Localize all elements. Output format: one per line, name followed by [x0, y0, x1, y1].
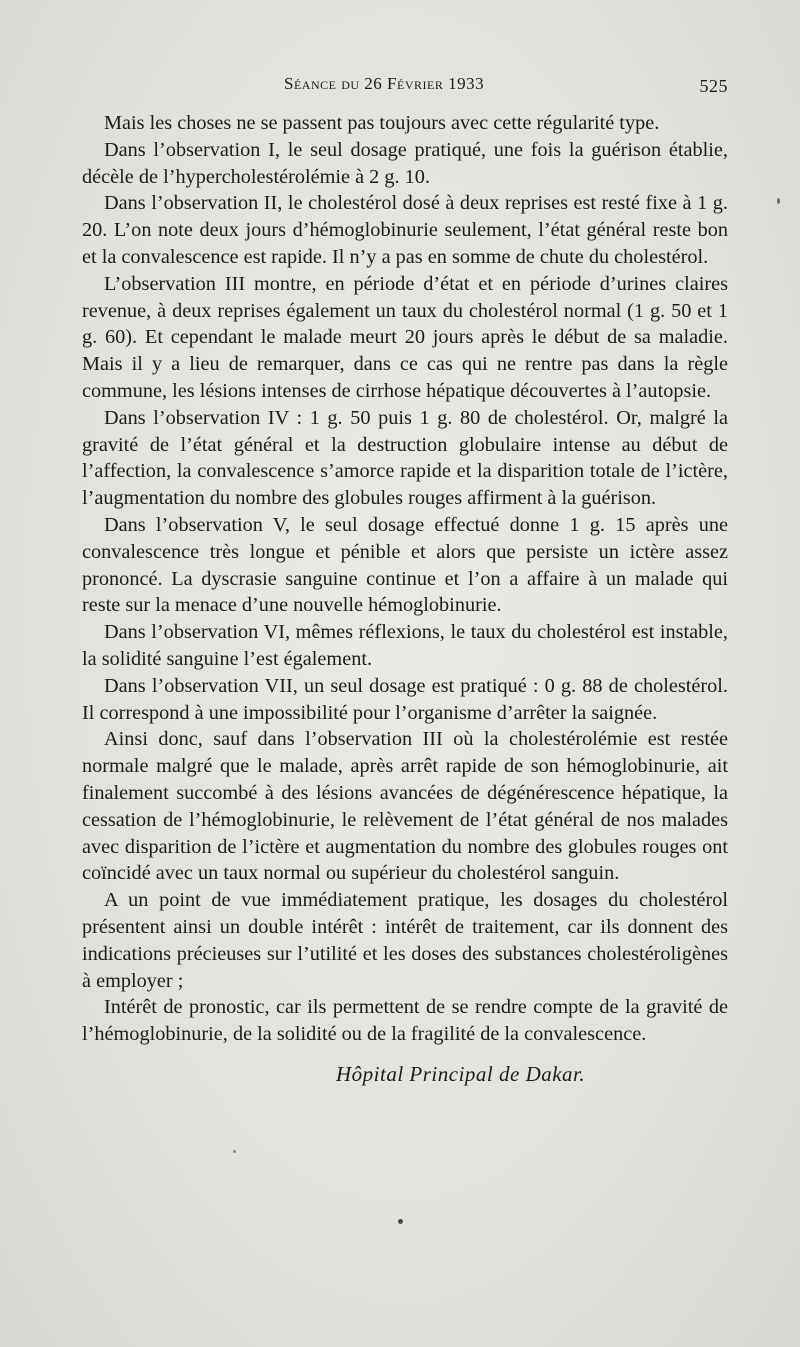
body-text: [82, 110, 728, 1048]
print-speck: [398, 1219, 403, 1224]
paragraph-11: Intérêt de pronostic, car ils permettent de se rendre compte de la gravité de l’hémoglobinurie, de la solidité ou de la fragilité de la convalescence.: [82, 996, 728, 1046]
paragraph-1: Mais les choses ne se passent pas toujours avec cette régularité type.: [104, 112, 660, 134]
page-number: 525: [699, 76, 728, 96]
print-speck: [233, 1150, 236, 1153]
paragraph-6: Dans l’observation V, le seul dosage effectué donne 1 g. 15 après une convalescence très longue et pénible et alors que persiste un ictère assez prononcé. La dyscrasie sanguine continue et l’on a affaire à un malade qui reste sur la menace d’une nouvelle hémoglobinurie.: [82, 513, 728, 617]
paragraph-7: Dans l’observation VI, mêmes réflexions, le taux du cholestérol est instable, la solidité sanguine l’est également.: [82, 621, 728, 670]
paragraph-3: Dans l’observation II, le cholestérol dosé à deux reprises est resté fixe à 1 g. 20. L’on note deux jours d’hémoglobinurie seulement, l’état général reste bon et la convalescence est rapide. Il n’y a pas en somme de chute du cholestérol.: [82, 192, 728, 268]
paragraph-10: A un point de vue immédiatement pratique, les dosages du cholestérol présentent ainsi un double intérêt : intérêt de traitement, car ils donnent des indications précieuses sur l’utilité et les doses des substances cholestéroligènes à employer ;: [82, 889, 728, 992]
paragraph-9: Ainsi donc, sauf dans l’observation III où la cholestérolémie est restée normale malgré que le malade, après arrêt rapide de son hémoglobinurie, ait finalement succombé à des lésions avancées de dégénérescence hépatique, la cessation de l’hémoglobinurie, le relèvement de l’état général de nos malades avec disparition de l’ictère et augmentation du nombre des globules rouges ont coïncidé avec un taux normal ou supérieur du cholestérol sanguin.: [82, 728, 728, 885]
paragraph-8: Dans l’observation VII, un seul dosage est pratiqué : 0 g. 88 de cholestérol. Il correspond à une impossibilité pour l’organisme d’arrêter la saignée.: [82, 674, 728, 724]
page-header: [86, 74, 732, 98]
running-title: Séance du 26 Février 1933: [284, 74, 485, 93]
paragraph-2: Dans l’observation I, le seul dosage pratiqué, une fois la guérison établie, décèle de l’hypercholestérolémie à 2 g. 10.: [82, 138, 728, 188]
print-speck: [777, 198, 780, 204]
paragraph-4: L’observation III montre, en période d’état et en période d’urines claires revenue, à deux reprises également un taux du cholestérol normal (1 g. 50 et 1 g. 60). Et cependant le malade meurt 20 jours après le début de sa maladie. Mais il y a lieu de remarquer, dans ce cas qui ne rentre pas dans la règle commune, les lésions intenses de cirrhose hépatique découvertes à l’autopsie.: [82, 272, 728, 402]
signature: Hôpital Principal de Dakar.: [336, 1062, 586, 1086]
paragraph-5: Dans l’observation IV : 1 g. 50 puis 1 g. 80 de cholestérol. Or, malgré la gravité de l’état général et la destruction globulaire intense au début de l’affection, la convalescence s’amorce rapide et la disparition totale de l’ictère, l’augmentation du nombre des globules rouges affirment à la guérison.: [82, 406, 728, 510]
